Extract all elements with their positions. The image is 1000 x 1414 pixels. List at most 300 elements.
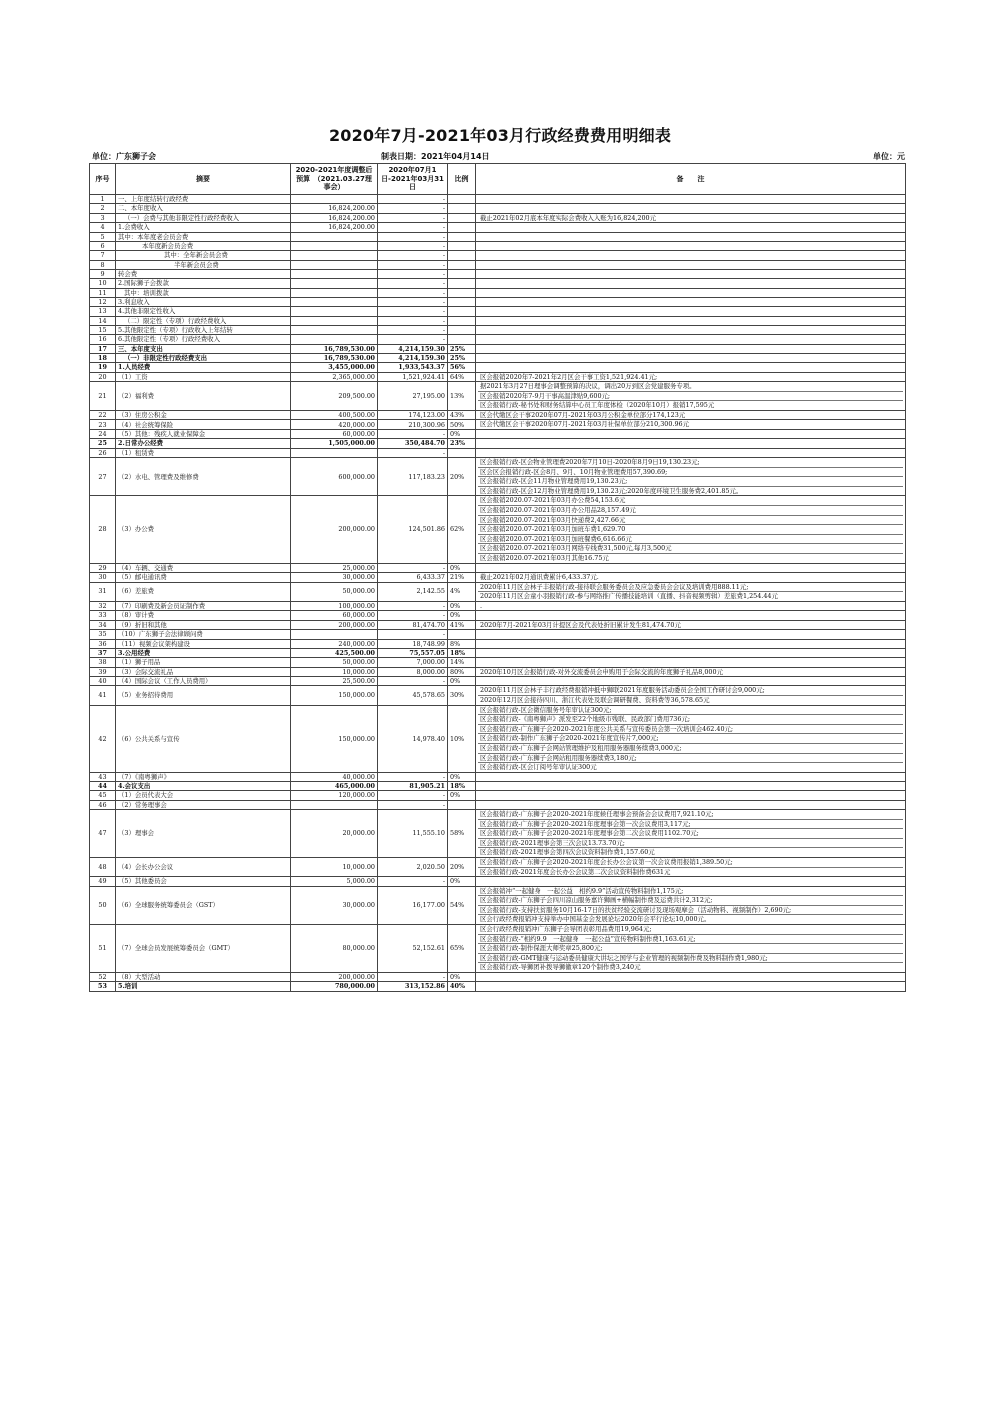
row-ratio: 80% [448, 667, 476, 677]
remark-line: 据2021年3月27日理事会调整预算的决议，调出20万到区会党建服务专项。 [480, 382, 696, 391]
row-budget: 16,789,530.00 [291, 344, 378, 353]
remark-line: 区会报销行政-“相约9.9 一起健身 一起公益”宣传物料制作费1,163.61元; [478, 934, 903, 944]
table-row [90, 800, 906, 809]
row-actual: 75,557.05 [378, 648, 448, 657]
row-actual: 124,501.86 [378, 496, 448, 563]
row-budget: 3,455,000.00 [291, 363, 378, 372]
row-actual: 117,183.23 [378, 458, 448, 496]
row-serial-no: 33 [90, 611, 116, 620]
header-budget: 2020-2021年度调整后预算 （2021.03.27理事会） [291, 164, 378, 195]
row-summary: （5）业务招待费用 [116, 686, 291, 705]
row-actual: - [378, 630, 448, 639]
table-row [90, 658, 906, 667]
row-actual: - [378, 213, 448, 223]
remark-line: 区会报销行政-广东狮子会2020-2021年度会长办公会议第一次会议费用报销1,389.50元; [480, 858, 733, 867]
row-serial-no: 1 [90, 195, 116, 204]
row-summary: 半年新会员会费 [116, 260, 291, 269]
remark-line: 区会区会报销行政-区会8月、9月、10月物业管理费用57,390.69; [478, 467, 903, 477]
row-remark [476, 353, 906, 362]
row-budget [291, 288, 378, 297]
row-ratio: 4% [448, 582, 476, 601]
row-actual: - [378, 279, 448, 288]
row-ratio: 0% [448, 972, 476, 981]
row-remark [476, 288, 906, 297]
row-actual: 4,214,159.30 [378, 353, 448, 362]
row-ratio: 0% [448, 677, 476, 686]
row-actual: 2,020.50 [378, 858, 448, 877]
row-budget [291, 251, 378, 260]
row-serial-no: 36 [90, 639, 116, 648]
row-actual: 16,177.00 [378, 886, 448, 924]
remark-line: 区会报销行政-广东狮子会2020-2021年度理事会第一次会议费用3,117元; [478, 819, 903, 829]
remark-line: 区会报销行政-制作保涯大师奖章25,800元; [478, 943, 903, 953]
row-remark [476, 496, 906, 563]
row-actual: 6,433.37 [378, 572, 448, 582]
table-row [90, 877, 906, 886]
row-actual: - [378, 335, 448, 344]
remark-line: 区会报销2020.07-2021年03月网络专线费31,500元,每月3,500元 [478, 543, 903, 553]
row-remark [476, 686, 906, 705]
remark-line: 区会报销2020.07-2021年03月办公用品28,157.49元 [478, 505, 903, 515]
table-row [90, 563, 906, 572]
row-serial-no: 10 [90, 279, 116, 288]
row-serial-no: 40 [90, 677, 116, 686]
row-ratio: 0% [448, 430, 476, 439]
row-budget [291, 195, 378, 204]
row-summary: （9）折旧和其他 [116, 620, 291, 630]
row-serial-no: 32 [90, 601, 116, 611]
row-budget: 780,000.00 [291, 982, 378, 991]
row-actual: - [378, 972, 448, 981]
row-actual: - [378, 563, 448, 572]
row-remark [476, 251, 906, 260]
row-budget: 209,500.00 [291, 382, 378, 411]
table-row [90, 430, 906, 439]
table-row [90, 353, 906, 362]
row-actual: 45,578.65 [378, 686, 448, 705]
organization-unit: 单位：广东狮子会 [92, 152, 156, 161]
table-row [90, 458, 906, 496]
remark-line: 区会报销2020.07-2021年03月加班餐费6,616.66元 [478, 534, 903, 544]
row-budget: 400,500.00 [291, 410, 378, 420]
table-row [90, 241, 906, 250]
row-summary: （一）非限定性行政经费支出 [116, 353, 291, 362]
remark-line: 区会报销2020.07-2021年03月办公费54,153.6元 [480, 496, 626, 505]
remark-line: 截止2021年02月通讯费累计6,433.37元. [480, 572, 599, 581]
row-summary: 4.会议支出 [116, 782, 291, 791]
row-summary: （10）广东狮子会法律顾问费 [116, 630, 291, 639]
row-remark [476, 439, 906, 448]
table-row [90, 782, 906, 791]
table-row [90, 297, 906, 306]
row-ratio: 0% [448, 563, 476, 572]
row-serial-no: 28 [90, 496, 116, 563]
row-remark [476, 204, 906, 213]
row-serial-no: 53 [90, 982, 116, 991]
row-summary: （4）会长办公会议 [116, 858, 291, 877]
row-budget: 50,000.00 [291, 582, 378, 601]
row-summary: （4）社会统筹保险 [116, 420, 291, 430]
row-summary: 一、上年度结转行政经费 [116, 195, 291, 204]
table-header-row [90, 164, 906, 195]
remark-line: 区会代缴区会干事2020年07月-2021年03月社保单位部分210,300.96元 [480, 420, 689, 429]
row-actual: - [378, 269, 448, 278]
row-summary: （7）全球会员发展统筹委员会（GMT） [116, 924, 291, 972]
row-budget [291, 800, 378, 809]
row-budget [291, 325, 378, 334]
row-ratio: 18% [448, 648, 476, 657]
row-ratio [448, 213, 476, 223]
row-summary: （4）车辆、交通费 [116, 563, 291, 572]
remark-line: 区会报销行政-《南粤狮声》派发至22个地级市残联、民政部门费用736元; [478, 714, 903, 724]
row-remark [476, 213, 906, 223]
row-serial-no: 20 [90, 372, 116, 382]
row-remark [476, 316, 906, 325]
row-remark [476, 195, 906, 204]
row-actual: 174,123.00 [378, 410, 448, 420]
row-actual: 7,000.00 [378, 658, 448, 667]
row-ratio: 20% [448, 858, 476, 877]
row-ratio [448, 325, 476, 334]
row-budget: 100,000.00 [291, 601, 378, 611]
row-ratio: 18% [448, 782, 476, 791]
row-actual: - [378, 791, 448, 800]
row-remark [476, 382, 906, 411]
table-body [90, 195, 906, 992]
table-row [90, 772, 906, 781]
table-row [90, 363, 906, 372]
row-serial-no: 25 [90, 439, 116, 448]
row-ratio: 23% [448, 439, 476, 448]
table-row [90, 269, 906, 278]
row-ratio: 62% [448, 496, 476, 563]
table-row [90, 410, 906, 420]
row-ratio [448, 232, 476, 241]
row-budget: 60,000.00 [291, 430, 378, 439]
row-actual: - [378, 232, 448, 241]
table-row [90, 667, 906, 677]
remark-line: 区会报销行政-广东狮子会2020-2021年度公共关系与宣传委员会第一次培训会462.40元; [478, 724, 903, 734]
table-row [90, 335, 906, 344]
row-serial-no: 6 [90, 241, 116, 250]
row-budget: 150,000.00 [291, 686, 378, 705]
row-remark [476, 420, 906, 430]
row-budget: 16,824,200.00 [291, 213, 378, 223]
remark-line: 区会报销行政-2021理事会第四次会议资料制作费1,157.60元 [478, 847, 903, 857]
row-ratio [448, 251, 476, 260]
row-summary: 转会费 [116, 269, 291, 278]
remark-line: 区会报销行政-2021年度会长办公会议第二次会议资料制作费631元 [478, 867, 903, 877]
row-budget: 50,000.00 [291, 658, 378, 667]
row-remark [476, 448, 906, 457]
row-summary: （11）视频会议架构建设 [116, 639, 291, 648]
row-budget: 10,000.00 [291, 858, 378, 877]
row-remark [476, 269, 906, 278]
table-row [90, 204, 906, 213]
row-budget: 25,500.00 [291, 677, 378, 686]
row-budget [291, 241, 378, 250]
row-ratio: 0% [448, 791, 476, 800]
row-ratio: 40% [448, 982, 476, 991]
row-budget: 2,365,000.00 [291, 372, 378, 382]
row-serial-no: 11 [90, 288, 116, 297]
row-summary: （3）会际交流礼品 [116, 667, 291, 677]
table-row [90, 448, 906, 457]
row-budget: 465,000.00 [291, 782, 378, 791]
row-ratio: 25% [448, 344, 476, 353]
row-summary: （5）其他委员会 [116, 877, 291, 886]
report-title: 2020年7月-2021年03月行政经费费用明细表 [328, 126, 672, 145]
row-serial-no: 12 [90, 297, 116, 306]
row-ratio [448, 307, 476, 316]
row-summary: 3.公用经费 [116, 648, 291, 657]
row-serial-no: 52 [90, 972, 116, 981]
row-serial-no: 24 [90, 430, 116, 439]
row-serial-no: 21 [90, 382, 116, 411]
row-ratio: 13% [448, 382, 476, 411]
row-ratio: 25% [448, 353, 476, 362]
row-summary: （3）办公费 [116, 496, 291, 563]
row-ratio [448, 630, 476, 639]
table-row [90, 382, 906, 411]
row-budget [291, 232, 378, 241]
row-budget: 16,789,530.00 [291, 353, 378, 362]
row-ratio [448, 195, 476, 204]
table-row [90, 195, 906, 204]
row-summary: 其中：培训拨款 [116, 288, 291, 297]
remark-line: 区会报销行政-区会物业管理费2020年7月10日-2020年8月9日19,130.23元; [480, 458, 700, 467]
row-summary: （3）理事会 [116, 810, 291, 858]
row-serial-no: 3 [90, 213, 116, 223]
table-row [90, 982, 906, 991]
row-ratio [448, 800, 476, 809]
row-actual: 27,195.00 [378, 382, 448, 411]
remark-line: 区会行政经费报销冲广东狮子会导团表彰用品费用19,964元; [480, 924, 652, 933]
row-remark [476, 648, 906, 657]
row-summary: 6.其他限定性（专项）行政经费收入 [116, 335, 291, 344]
row-ratio: 41% [448, 620, 476, 630]
table-row [90, 620, 906, 630]
row-serial-no: 49 [90, 877, 116, 886]
row-ratio: 0% [448, 611, 476, 620]
row-ratio [448, 288, 476, 297]
row-serial-no: 51 [90, 924, 116, 972]
row-remark [476, 782, 906, 791]
table-row [90, 260, 906, 269]
remark-line: 区会报销2020.07-2021年03月加班车费1,629.70 [478, 524, 903, 534]
row-budget: 420,000.00 [291, 420, 378, 430]
remark-line: 2020年10月区会报销行政-对外交流委员会申购用于会际交流的年度狮子礼品8,000元 [480, 667, 723, 676]
row-actual: - [378, 325, 448, 334]
remark-line: 区会报销行政-GMT健康与运动委员健康大讲坛之国学与企业管理的视频制作费及物料制作费1,980元; [478, 953, 903, 963]
table-row [90, 572, 906, 582]
row-serial-no: 43 [90, 772, 116, 781]
row-actual: 52,152.61 [378, 924, 448, 972]
row-actual: 11,555.10 [378, 810, 448, 858]
table-row [90, 791, 906, 800]
row-ratio: 0% [448, 772, 476, 781]
row-actual: 81,905.21 [378, 782, 448, 791]
row-actual: - [378, 204, 448, 213]
remark-line: 区会报销2020年7-9月干事高温津贴9,600元; [478, 391, 903, 401]
row-remark [476, 667, 906, 677]
row-actual: - [378, 448, 448, 457]
remark-line: 区会报销2020.07-2021年03月快递费2,427.66元 [478, 515, 903, 525]
remark-line: 区会报销行政-广东狮子会2020-2021年度候任理事会预备会会议费用7,921.10元; [480, 810, 714, 819]
row-remark [476, 886, 906, 924]
row-serial-no: 4 [90, 223, 116, 232]
remark-line: 区会报销2020.07-2021年03月其他16.75元 [478, 553, 903, 563]
row-serial-no: 5 [90, 232, 116, 241]
row-summary: 其中：本年度老会员会费 [116, 232, 291, 241]
row-budget: 80,000.00 [291, 924, 378, 972]
row-budget [291, 297, 378, 306]
remark-line: 2020年11月区会林子丰行政经费报销冲抵中狮联2021年度服务活动委员会全国工作研讨会9,000元; [480, 686, 765, 695]
row-actual: - [378, 307, 448, 316]
row-serial-no: 48 [90, 858, 116, 877]
row-actual: - [378, 251, 448, 260]
row-remark [476, 563, 906, 572]
row-actual: - [378, 800, 448, 809]
remark-line: 区会报销行政-制作广东狮子会2020-2021年度宣传片7,000元; [478, 733, 903, 743]
row-actual: - [378, 195, 448, 204]
table-row [90, 344, 906, 353]
row-budget: 25,000.00 [291, 563, 378, 572]
remark-line: 区会报销冲“一起健身 一起公益 相约9.9”活动宣传物料制作1,175元; [480, 886, 684, 895]
row-actual: 2,142.55 [378, 582, 448, 601]
row-budget: 10,000.00 [291, 667, 378, 677]
row-remark [476, 572, 906, 582]
row-actual: 4,214,159.30 [378, 344, 448, 353]
row-ratio: 30% [448, 686, 476, 705]
row-summary: （二）限定性（专项）行政经费收入 [116, 316, 291, 325]
row-ratio: 10% [448, 705, 476, 772]
row-summary: 3.利息收入 [116, 297, 291, 306]
row-actual: - [378, 677, 448, 686]
row-actual: - [378, 288, 448, 297]
row-remark [476, 372, 906, 382]
row-budget: 16,824,200.00 [291, 223, 378, 232]
row-ratio: 64% [448, 372, 476, 382]
row-actual: 350,484.70 [378, 439, 448, 448]
row-serial-no: 46 [90, 800, 116, 809]
remark-line: 截止2021年02月底本年度实际会费收入入账为16,824,200元 [480, 213, 657, 222]
row-serial-no: 35 [90, 630, 116, 639]
table-row [90, 496, 906, 563]
row-remark [476, 582, 906, 601]
row-budget: 60,000.00 [291, 611, 378, 620]
table-row [90, 372, 906, 382]
row-summary: 2.日常办公经费 [116, 439, 291, 448]
row-budget [291, 630, 378, 639]
row-remark [476, 410, 906, 420]
row-summary: （8）大型活动 [116, 972, 291, 981]
row-summary: 本年度新会员会费 [116, 241, 291, 250]
remark-line: 区会报销行政-区会微信服务号年审认证300元; [480, 705, 612, 714]
row-remark [476, 810, 906, 858]
row-serial-no: 15 [90, 325, 116, 334]
header-ratio: 比例 [448, 164, 476, 195]
row-budget [291, 260, 378, 269]
row-serial-no: 17 [90, 344, 116, 353]
row-serial-no: 9 [90, 269, 116, 278]
row-serial-no: 8 [90, 260, 116, 269]
row-summary: （3）住房公积金 [116, 410, 291, 420]
row-ratio: 21% [448, 572, 476, 582]
row-summary: 二、本年度收入 [116, 204, 291, 213]
row-budget: 200,000.00 [291, 972, 378, 981]
row-summary: （1）会员代表大会 [116, 791, 291, 800]
row-ratio [448, 223, 476, 232]
row-serial-no: 26 [90, 448, 116, 457]
table-row [90, 677, 906, 686]
row-remark [476, 325, 906, 334]
row-summary: （5）邮电通讯费 [116, 572, 291, 582]
row-summary: 1.人员经费 [116, 363, 291, 372]
row-serial-no: 44 [90, 782, 116, 791]
row-serial-no: 50 [90, 886, 116, 924]
row-budget [291, 316, 378, 325]
row-summary: 三、本年度支出 [116, 344, 291, 353]
row-actual: - [378, 611, 448, 620]
row-budget: 20,000.00 [291, 810, 378, 858]
row-remark [476, 232, 906, 241]
table-row [90, 648, 906, 657]
remark-line: 区会报销行政-秘书处和财务结算中心员工年度体检（2020年10月）报销17,595元 [478, 400, 903, 410]
remark-line: 区会报销行政-区会订阅号年审认证300元 [478, 762, 903, 772]
table-row [90, 810, 906, 858]
row-budget: 16,824,200.00 [291, 204, 378, 213]
remark-line: 2020年11月区会童小羽报销行政-参与网络推广传播技能培训（直播、抖音视频剪辑）差旅费1,254.44元 [478, 591, 903, 601]
row-budget [291, 335, 378, 344]
table-row [90, 420, 906, 430]
row-actual: 1,933,543.37 [378, 363, 448, 372]
row-summary: （1）狮子用品 [116, 658, 291, 667]
table-row [90, 223, 906, 232]
row-budget: 200,000.00 [291, 620, 378, 630]
row-ratio: 50% [448, 420, 476, 430]
remark-line: 区会报销行政-广东狮子会2020-2021年度理事会第二次会议费用1102.70元; [478, 828, 903, 838]
row-summary: （1）工资 [116, 372, 291, 382]
row-serial-no: 45 [90, 791, 116, 800]
row-actual: - [378, 877, 448, 886]
row-serial-no: 13 [90, 307, 116, 316]
row-summary: （2）常务理事会 [116, 800, 291, 809]
row-remark [476, 639, 906, 648]
table-row [90, 886, 906, 924]
row-serial-no: 34 [90, 620, 116, 630]
table-row [90, 279, 906, 288]
row-actual: - [378, 223, 448, 232]
row-ratio: 65% [448, 924, 476, 972]
row-ratio: 56% [448, 363, 476, 372]
row-budget [291, 448, 378, 457]
row-serial-no: 22 [90, 410, 116, 420]
row-remark [476, 601, 906, 611]
row-remark [476, 297, 906, 306]
row-remark [476, 924, 906, 972]
remark-line: 区会代缴区会干事2020年07月-2021年03月公积金单位部分174,123元 [480, 410, 686, 419]
row-summary: （1）租赁费 [116, 448, 291, 457]
row-remark [476, 972, 906, 981]
row-actual: - [378, 260, 448, 269]
row-serial-no: 42 [90, 705, 116, 772]
table-row [90, 307, 906, 316]
row-remark [476, 335, 906, 344]
table-row [90, 325, 906, 334]
row-summary: （6）全球服务统筹委员会（GST） [116, 886, 291, 924]
row-ratio: 8% [448, 639, 476, 648]
